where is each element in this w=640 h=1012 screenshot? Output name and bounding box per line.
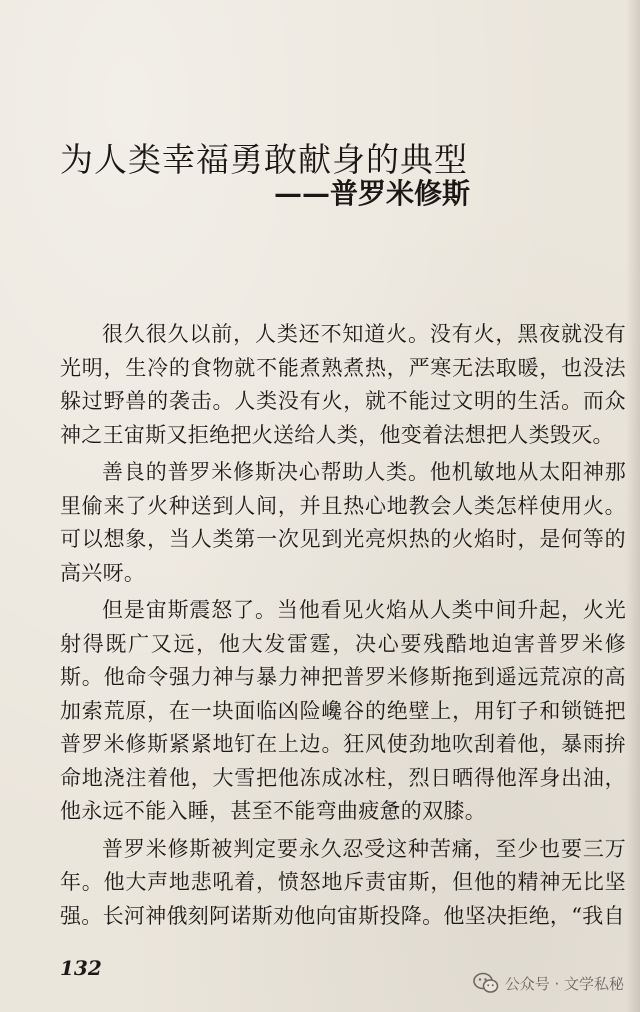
page-number: 132 xyxy=(60,956,102,980)
paragraph-3: 但是宙斯震怒了。当他看见火焰从人类中间升起，火光射得既广又远，他大发雷霆，决心要残酷地迫害普罗米修斯。他命令强力神与暴力神把普罗米修斯拖到遥远荒凉的高加索荒原，在一块面临凶险巉谷的绝壁上，用钉子和锁链把普罗米修斯紧紧地钉在上边。狂风使劲地吹刮着他，暴雨拚命地浇注着他，大雪把他冻成冰柱，烈日晒得他浑身出油，他永远不能入睡，甚至不能弯曲疲惫的双膝。 xyxy=(60,598,626,823)
wechat-icon xyxy=(473,972,499,994)
page-edge-shadow xyxy=(626,0,640,1012)
chapter-title: 为人类幸福勇敢献身的典型 xyxy=(60,140,468,180)
body-text xyxy=(60,318,626,937)
paragraph-4: 普罗米修斯被判定要永久忍受这种苦痛，至少也要三万年。他大声地悲吼着，愤怒地斥责宙斯，但他的精神无比坚强。长河神俄刻阿诺斯劝他向宙斯投降。他坚决拒绝，“我自 xyxy=(60,836,626,928)
paragraph-2: 善良的普罗米修斯决心帮助人类。他机敏地从太阳神那里偷来了火种送到人间，并且热心地教会人类怎样使用火。可以想象，当人类第一次见到光亮炽热的火焰时，是何等的高兴呀。 xyxy=(60,460,626,585)
paragraph-1: 很久很久以前，人类还不知道火。没有火，黑夜就没有光明，生冷的食物就不能煮熟煮热，严寒无法取暖，也没法躲过野兽的袭击。人类没有火，就不能过文明的生活。而众神之王宙斯又拒绝把火送给人类，他变着法想把人类毁灭。 xyxy=(60,322,626,447)
watermark xyxy=(473,972,624,994)
chapter-subtitle: ——普罗米修斯 xyxy=(274,177,471,210)
watermark-text: 公众号 · 文学私秘 xyxy=(504,974,624,993)
